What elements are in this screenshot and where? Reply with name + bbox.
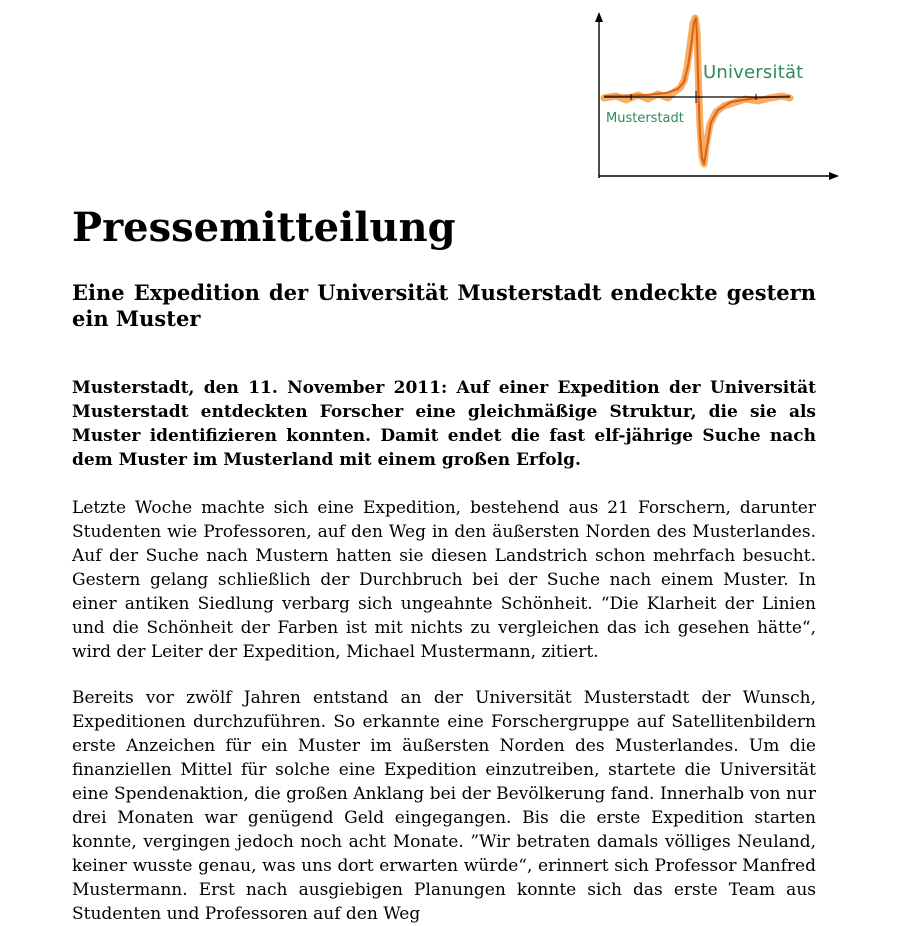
university-logo <box>586 6 826 186</box>
lead-paragraph: Musterstadt, den 11. November 2011: Auf einer Expedition der Universität Musterstadt entdeckten Forscher eine gleichmäßige Struktur, die sie als Muster identifizieren konnten. Damit endet die fast elf-jährige Suche nach dem Muster im Musterland mit einem großen Erfolg. <box>72 378 816 470</box>
body-paragraph-1: Letzte Woche machte sich eine Expedition, bestehend aus 21 Forschern, darunter Studenten wie Professoren, auf den Weg in den äußersten Norden des Musterlandes. Auf der Suche nach Mustern hatten sie diesen Landstrich schon mehrfach besucht. Gestern gelang schließlich der Durchbruch bei der Suche nach einem Muster. In einer antiken Siedlung verbarg sich ungeahnte Schönheit. “Die Klarheit der Linien und die Schönheit der Farben ist mit nichts zu vergleichen das ich gesehen hätte“, wird der Leiter der Expedition, Michael Mustermann, zitiert. <box>72 498 816 662</box>
logo-name-top: Universität <box>703 62 804 83</box>
body-paragraph-2: Bereits vor zwölf Jahren entstand an der Universität Musterstadt der Wunsch, Expeditionen durchzuführen. So erkannte eine Forschergruppe auf Satellitenbildern erste Anzeichen für ein Muster im äußersten Norden des Musterlandes. Um die finanziellen Mittel für solche eine Expedition einzutreiben, startete die Universität eine Spendenaktion, die großen Anklang bei der Bevölkerung fand. Innerhalb von nur drei Monaten war genügend Geld eingegangen. Bis die erste Expedition starten konnte, vergingen jedoch noch acht Monate. ”Wir betraten damals völliges Neuland, keiner wusste genau, was uns dort erwarten würde“, erinnert sich Professor Manfred Mustermann. Erst nach ausgiebigen Planungen konnte sich das erste Team aus Studenten und Professoren auf den Weg <box>72 688 816 924</box>
page-title: Pressemitteilung <box>72 204 456 251</box>
subtitle: Eine Expedition der Universität Musterstadt endeckte gestern ein Muster <box>72 280 816 331</box>
logo-name-bottom: Musterstadt <box>606 111 684 126</box>
logo-graph-icon <box>586 6 826 186</box>
